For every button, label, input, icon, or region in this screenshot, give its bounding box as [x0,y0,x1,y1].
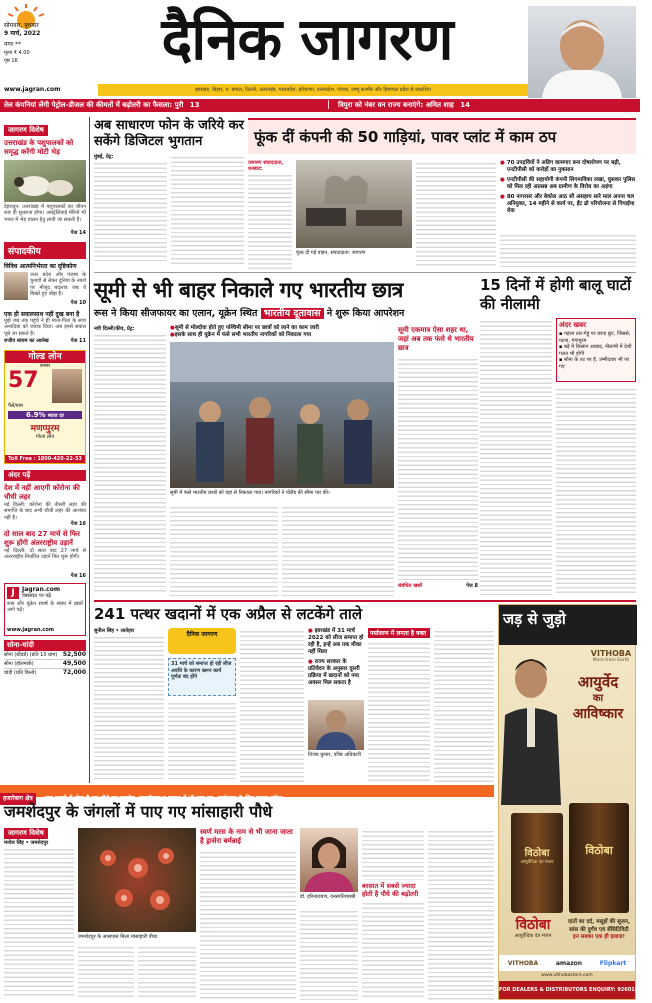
article-text [171,154,244,266]
balu-headline[interactable]: 15 दिनों में होगी बालू घाटों की नीलामी [480,276,632,313]
article-text [248,172,292,272]
cars-headline[interactable]: फूंक दीं कंपनी की 50 गाड़ियां, पावर प्लांट में काम ठप [254,128,557,146]
cars-dateline: जागरण संवाददाता, धनबाद: [248,160,284,172]
jagran-web-tag: वेबसाइट पर पढ़ें [22,593,52,599]
table-row: सोना (हॉलमार्क) 49,500 [4,660,86,667]
andar-item1-body: नई दिल्ली: कोरोना की तीसरी लहर की समाप्ति के बाद अभी चौथी लहर की आशंका नहीं है। [4,502,86,521]
lead-photo-caption: सूमी में फंसे भारतीय छात्रों को वहां से निकाला गया। नागरिकों ने पोलैंड की सीमा पार की। [170,490,330,496]
jagran-j-icon: J [7,587,19,599]
article-text [138,944,196,1000]
jamshedpur-headline2: स्वर्ण मरस के नाम से भी जाना जाता है ड्रासेरा बर्मन्नाई [200,828,293,845]
ad-headline-bottom: आविष्कार [572,706,624,722]
ad-brand-sub: More from Earth [592,658,630,663]
jagran-web-url[interactable]: www.jagran.com [7,627,55,633]
article-text [94,634,164,780]
list-item: ● 80 नागरसर और बेकोल आठ सौ असहाय सारे माल अपना चल अनियुक्त, 14 महीने से कार्य पर, ईंट ढो परियोजना से पिपाईया रोक [500,194,635,214]
official-photo [308,700,364,750]
vishesh-page: पेज 14 [70,230,86,236]
sampadkiya-author-page: पेज 11 [70,338,86,344]
lead-bullets [170,325,394,339]
digital-headline[interactable]: अब साधारण फोन के जरिये कर सकेंगे डिजिटल भुगतान [94,118,244,149]
article-text [556,386,636,596]
ad-site[interactable]: www.vithobastore.com [541,973,593,978]
ad-headline-mid: का [592,693,604,704]
patthar-person-caption: विजय कुमार, वरिष्ठ अधिकारी [308,752,361,758]
gold-loan-brand-sub: गोल्ड लोन [35,434,55,440]
ad-pack-name: विठोबा [524,848,550,859]
ticker-separator-icon: | [327,100,331,110]
jamshedpur-photo-caption: जमशेदपुर के आसपास मिला मांसाहारी पौधा [78,934,158,940]
lead-signoff-page: पेज 8 [466,583,478,589]
gold-loan-rate-box [8,411,82,419]
bullet-icon: ● [500,194,505,200]
ad-slogan: जड़ से जुड़ो [503,610,566,628]
ad-brand-logo: VITHOBA [590,649,632,658]
ticker-left[interactable]: तेल कंपनियां लेंगी पेट्रोल-डीजल की कीमतों में बढ़ोतरी का फैसला: पुरी 13 [4,101,200,109]
ad-brand-block [503,917,563,939]
article-text [168,700,236,782]
article-text [94,332,166,594]
gold-loan-rate-label: ब्याज दर [47,413,64,419]
article-text [170,504,278,596]
students-photo [170,342,394,488]
model-photo [52,369,82,403]
patthar-side [308,628,364,687]
article-text [368,640,430,782]
article-text [480,318,552,596]
vishesh-headline: उत्तराखंड के पशुपालकों को समृद्ध करेंगी मोटी भेड़ [4,139,74,156]
store-vithoba[interactable]: VITHOBA [507,959,539,967]
sampadkiya-author: राजीव स्वयम का आलेख [4,338,49,344]
ad-logo-block [589,649,633,663]
newspaper-title: दैनिक जागरण [161,5,453,73]
gold-loan-sub: कम्बर [39,363,51,369]
digital-dateline: मुंबई, प्रेट्र: [94,154,114,160]
sun-logo [6,4,46,20]
lead-col1 [94,326,166,596]
burning-vehicles-photo [296,160,412,248]
andar-item2-head[interactable]: दो साल बाद 27 मार्च से फिर शुरू होंगी अंतरराष्ट्रीय उड़ानें [4,530,80,547]
silver-table [4,651,86,677]
jagran-web-body: रूस और यूक्रेन संघर्ष के संबंध में ख़बरें आगे पढ़ें। [7,601,83,614]
list-item: ● राज्य सरकार के प्रतिवेदन के अनुसार दूसरी प्रक्रिया में खदानों को नया अवसर मिल सकता है [308,659,360,686]
lead-side-head: सूमी एकमात्र ऐसा शहर था, जहां अब तक फंसे थे भारतीय छात्र [398,326,474,352]
vishesh-tag: जागरण विशेष [4,125,48,136]
patthar-dateline: सुनील सिंह • लातेहार [94,628,135,634]
product-box [569,803,629,913]
issue-price: मूल्य ₹ 4.00 [4,50,30,56]
ad-brand-name: विठोबा [515,917,551,933]
cars-col1 [248,160,292,268]
editions-text: झारखंड, बिहार, प. बंगाल, दिल्ली, उत्तराखंड, मध्यप्रदेश, हरियाणा, उत्तरप्रदेश, पंजाब, जम्मू कश्मीर और हिमाचल प्रदेश से प्रकाशित [195,87,431,93]
balu-box-tag: अंदर खबर [559,321,586,329]
sampadkiya-teaser-body: मुझे जब तक पहुंचे ने ही माता-पिता के साथ अन्यदिया को जवाब दिया। अब इनसे सवाल पूछे जा सकते हैं। [4,318,86,337]
andar-item2-body: नई दिल्ली: दो साल बाद 27 मार्च से अंतरराष्ट्रीय निर्धारित उड़ानें फिर शुरू होंगी। [4,548,86,561]
lead-dateline: नयी दिल्ली/कीव, प्रेट्र: [94,326,135,332]
issue-city: नगर ** [4,41,22,48]
bullet-icon: ● [170,325,175,331]
editions-bar [98,84,528,96]
sheep-photo [4,160,86,202]
orange-strip-text: दवा बनाने में होता है इस पौधे का उपयोग, हजारीबाग व पलामू में भी पाए गए, पर्यावरण के लिए सुखद संकेत [44,795,283,802]
headline-ticker [0,99,640,112]
ad-tagline-2: सांस की दुर्गंध एवं सेंसिटिविटी [569,926,629,933]
article-text [300,908,358,1000]
column-divider [89,117,90,783]
list-item: ● सूमी से मोल्दोवा होते हुए पश्चिमी सीमा पर छात्रों को लाने का काम जारी [170,325,319,331]
scientist-photo [300,828,358,892]
gold-loan-tollfree[interactable]: Toll Free : 1800-420-22-33 [5,455,85,463]
section-divider [94,600,636,602]
sampadkiya-teaser: एक ही सवालसाथ नहीं दुख बना है [4,311,80,318]
article-text [362,828,424,880]
vishesh-caption: देहरादून: उत्तराखंड में पशुपालकों का जीवन स्तर ही सुधारना होगा। आस्ट्रेलियाई मेरिनो भी भारत में भेड़ पालन हेतु लायी जा सकती हैं। [4,204,86,223]
lead-signoff[interactable]: संबंधित खबरें [398,583,423,589]
jamshedpur-headline[interactable]: जमशेदपुर के जंगलों में पाए गए मांसाहारी पौधे [4,802,273,821]
list-item: ▪ पहला तार-गेहूं पर छापा छूट, जिससे, पटना, गंगापुरम [559,331,631,344]
gold-loan-unit: पैसे/ग्राम [8,403,24,409]
andar-item1-head[interactable]: देश में नहीं आएगी कोरोना की चौथी लहर [4,484,80,501]
carnivorous-plant-photo [78,828,196,932]
jagran-logo-badge: दैनिक जागरण [168,628,236,654]
jamshedpur-section-head: बरसात में सबसे ज्यादा होती है पौधे की बढ़ोतरी [362,882,419,898]
ticker-right[interactable]: त्रिपुरा को नंबर वन राज्य बनाएंगे: अमित शाह 14 [338,101,470,109]
list-item: ▪ सोना के तट पर है, उम्मीदवार भी पर गए [559,357,630,370]
issue-day: सोमवार, बुधवार [4,22,39,29]
jamshedpur-col3 [200,828,296,1000]
table-row: सोना (स्टैंडर्ड) (प्रति 10 ग्राम) 52,500 [4,651,86,658]
sampadkiya-tag: संपादकीय [4,242,86,259]
article-text [78,944,134,1000]
article-text [416,160,496,268]
table-row: चांदी (प्रति किलो) 72,000 [4,669,86,676]
article-text [434,628,494,782]
list-item: ● झारखंड में 31 मार्च 2022 को लीज समाप्त हो रही है, इन्हें अब तक मौका नहीं मिला [308,628,364,655]
lead-kicker: रूस ने किया सीजफायर का एलान, यूक्रेन स्थित भारतीय दूतावास ने शुरू किया आपरेशन [94,308,405,319]
bullet-icon: ● [500,177,505,183]
issue-date: 9 मार्च, 2022 [4,30,41,37]
jamshedpur-tag: जागरण विशेष [4,828,48,839]
gold-loan-rate: 6.9% [26,411,46,419]
lead-kicker-box: भारतीय दूतावास [261,308,324,319]
sampadkiya-page: पेज 10 [70,300,86,306]
article-text [500,232,636,268]
bullet-icon: ● [170,332,175,338]
article-text [398,356,478,580]
article-text [362,900,424,1000]
ad-stores [499,955,635,971]
masthead-meta [4,22,66,65]
jamshedpur-byline: मनोज सिंह • जमशेदपुर [4,840,49,846]
andar-tag: अंदर पढ़ें [4,470,86,481]
andar-item2-page: पेज 16 [70,573,86,579]
list-item: ● एनटीपीसी की सहायोगी कंपनी सिगमाविका लखा, घुसकर पुलिस को मिल रही अप्रसन्न अब ग्रामीण के विरोध का अड़ंगा [500,177,636,190]
jagran-web-brand: Jagran.com [22,586,61,593]
left-column [4,117,86,677]
gold-loan-ad[interactable] [4,350,86,464]
balu-inside-box [556,318,636,382]
jamshedpur-col5 [362,828,424,1000]
ad-headline [561,673,635,723]
store-amazon[interactable]: amazon [555,959,583,967]
lead-col4 [398,326,478,596]
bullet-icon: ● [308,628,315,634]
ad-tagline-3: इन सबका एक ही इलाज! [573,934,625,940]
store-flipkart[interactable]: Flipkart [599,959,627,967]
gold-loan-number: 57 [8,368,39,393]
orange-strip-tag: हजारेबाग क्षेत्र [0,793,36,805]
article-text [94,160,167,264]
jamshedpur-col1 [4,840,74,1000]
ad-headline-top: आयुर्वेद [577,673,619,691]
article-text [428,828,494,1000]
leader-photo [528,6,636,98]
cars-photo-caption: फूंक दी गई वाहन, संवाददाता: जागरण [296,250,366,256]
digital-body [94,154,244,266]
list-item: ● 70 उपद्रवियों ने अडिग कामगार बना दोषारोपण पर बढ़ी, एनटीपीसी को करोड़ों का नुकसान [500,160,621,173]
list-item: ● इसके साथ ही यूक्रेन में फंसे सभी भारतीय नागरिकों को निकाला गया [170,332,312,338]
gold-loan-brand: मणप्पुरम [30,424,60,434]
section-divider [94,272,636,273]
jamshedpur-person-caption: डॉ. हरिनारायण, वनस्पतिशास्त्री [300,894,356,900]
bullet-icon: ● [308,659,315,665]
orange-strip [0,785,494,802]
issue-pages: पृष्ठ 16 [4,58,18,64]
ad-tagline-1: दांतों का दर्द, मसूड़ों की सूजन, [567,919,631,925]
patthar-bubble: 31 मार्च को समाप्त हो रही लीज अवधि के कारण खनन कार्य पूर्णतः बंद होंगे [168,658,236,696]
ad-taglines [563,919,635,942]
jagran-web-box[interactable] [4,583,86,636]
lead-headline[interactable]: सूमी से भी बाहर निकाले गए भारतीय छात्र [94,278,403,302]
vithoba-ad[interactable] [498,604,652,1000]
sampadkiya-body: उत्तर प्रदेश और पंजाब के चुनावों से लेकर दुनिया के नक्शे पर मौजूद बदलाव जब ये बिखरे हुए बोझ है। [30,272,86,298]
ad-tube-label: विठोबा [585,844,613,857]
bullet-icon: ● [500,160,505,166]
cars-headline-box [248,118,636,154]
andar-item1-page: पेज 16 [70,521,86,527]
ad-enquiry[interactable]: FOR DEALERS & DISTRIBUTORS ENQUIRY: 9260100600 [499,981,635,999]
article-text [240,628,304,782]
article-text [4,846,74,998]
cars-bullets [500,160,636,215]
product-jar: विठोबा आयुर्वेदिक दंत मंजन [511,813,563,913]
ad-header [499,605,637,645]
sampadkiya-headline: विविध आत्मनिर्भरता का दृष्टिकोण [4,263,77,270]
article-text [282,504,394,596]
silver-title: सोना-चांदी [4,640,86,651]
cars-col3 [416,160,496,268]
list-item: ▪ बड़े में किसान आबाद, नीलामी में देशी गलत भी होगी [559,344,632,357]
gold-loan-title: गोल्ड लोन [5,351,85,363]
website-link[interactable]: www.jagran.com [4,86,61,93]
patthar-khatra-tag: पर्यावरण में लगता है वक्त [368,628,430,638]
ambassador-photo [501,645,561,805]
ad-brand-desc: आयुर्वेदिक दंत मंजन [514,933,552,939]
patthar-col1 [94,628,164,782]
columnist-photo [4,272,28,300]
article-text [200,849,296,999]
patthar-headline[interactable]: 241 पत्थर खदानों में एक अप्रैल से लटकेंगे ताले [94,605,362,623]
